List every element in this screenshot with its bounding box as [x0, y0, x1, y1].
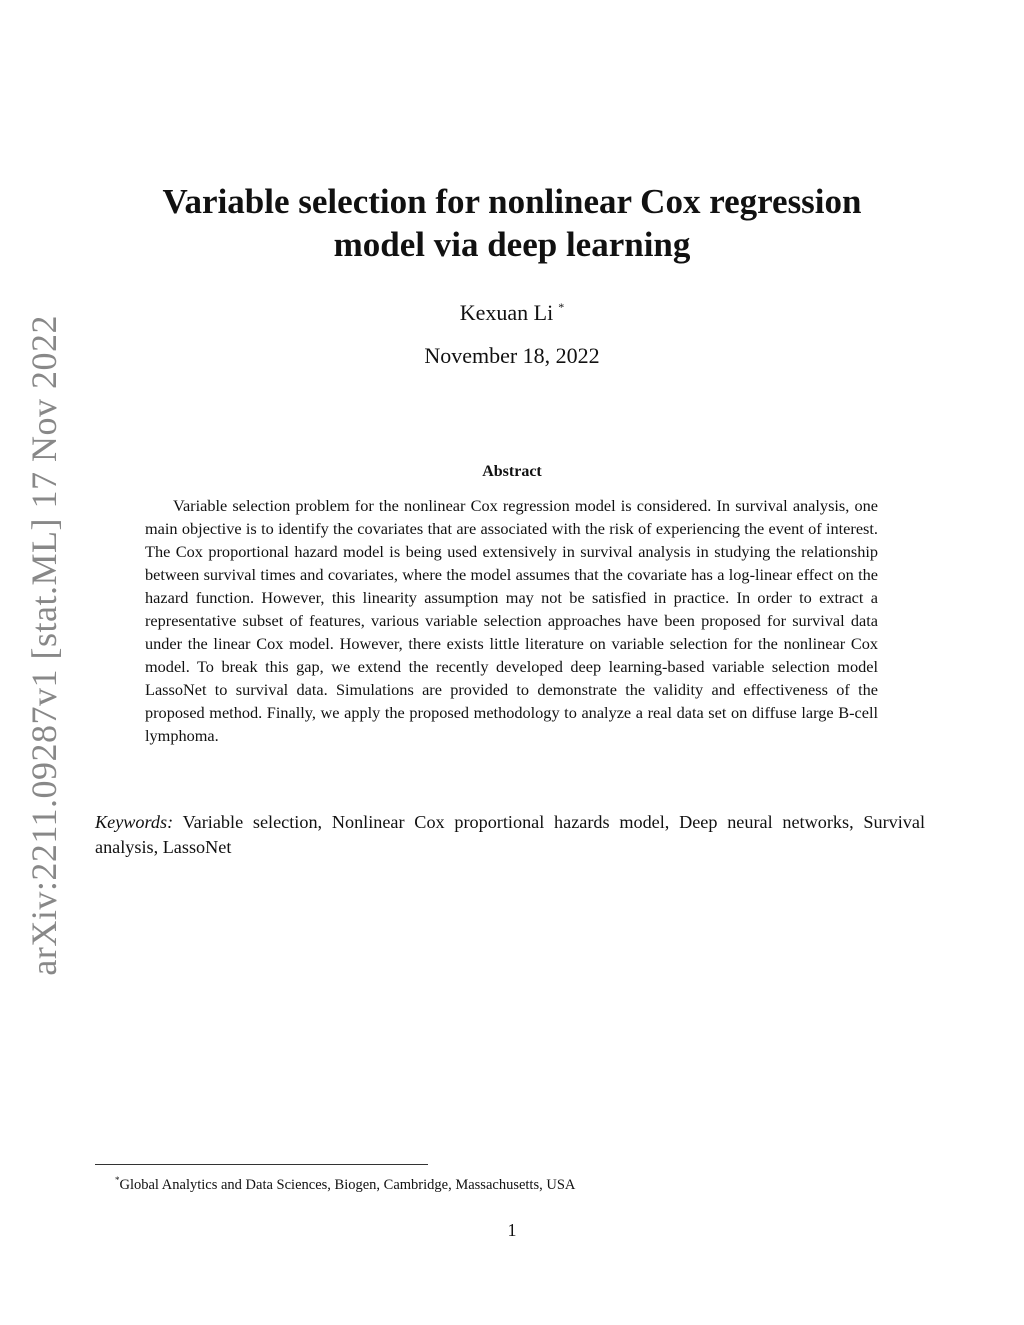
paper-title-line-2: model via deep learning [333, 225, 691, 264]
footnote-mark: * [115, 1175, 120, 1185]
author-name: Kexuan Li [459, 300, 554, 325]
author-footnote-mark: * [558, 300, 565, 314]
footnote-rule [95, 1164, 428, 1165]
footnote [95, 1170, 925, 1195]
page-number: 1 [507, 1220, 517, 1240]
keywords [95, 810, 925, 860]
abstract-heading: Abstract [482, 463, 542, 480]
paper-title-line-1: Variable selection for nonlinear Cox regression [162, 182, 862, 221]
arxiv-identifier: arXiv:2211.09287v1 [stat.ML] 17 Nov 2022 [24, 314, 64, 976]
paper-title [100, 180, 924, 266]
footnote-text: Global Analytics and Data Sciences, Biogen, Cambridge, Massachusetts, USA [119, 1177, 576, 1193]
abstract-body: Variable selection problem for the nonlinear Cox regression model is considered. In survival analysis, one main objective is to identify the covariates that are associated with the risk of experiencing the event of interest. The Cox proportional hazard model is being used extensively in survival analysis in studying the relationship between survival times and covariates, where the model assumes that the covariate has a log-linear effect on the hazard function. However, this linearity assumption may not be satisfied in practice. In order to extract a representative subset of features, various variable selection approaches have been proposed for survival data under the linear Cox model. However, there exists little literature on variable selection for the nonlinear Cox model. To break this gap, we extend the recently developed deep learning-based variable selection model LassoNet to survival data. Simulations are provided to demonstrate the validity and effectiveness of the proposed method. Finally, we apply the proposed methodology to analyze a real data set on diffuse large B-cell lymphoma. [145, 496, 878, 745]
author-line [100, 293, 924, 327]
arxiv-side-stamp [24, 314, 64, 976]
paper-date: November 18, 2022 [424, 343, 600, 368]
keywords-label: Keywords: [95, 812, 174, 832]
keywords-text: Variable selection, Nonlinear Cox proportional hazards model, Deep neural networks, Survival analysis, LassoNet [95, 812, 925, 857]
